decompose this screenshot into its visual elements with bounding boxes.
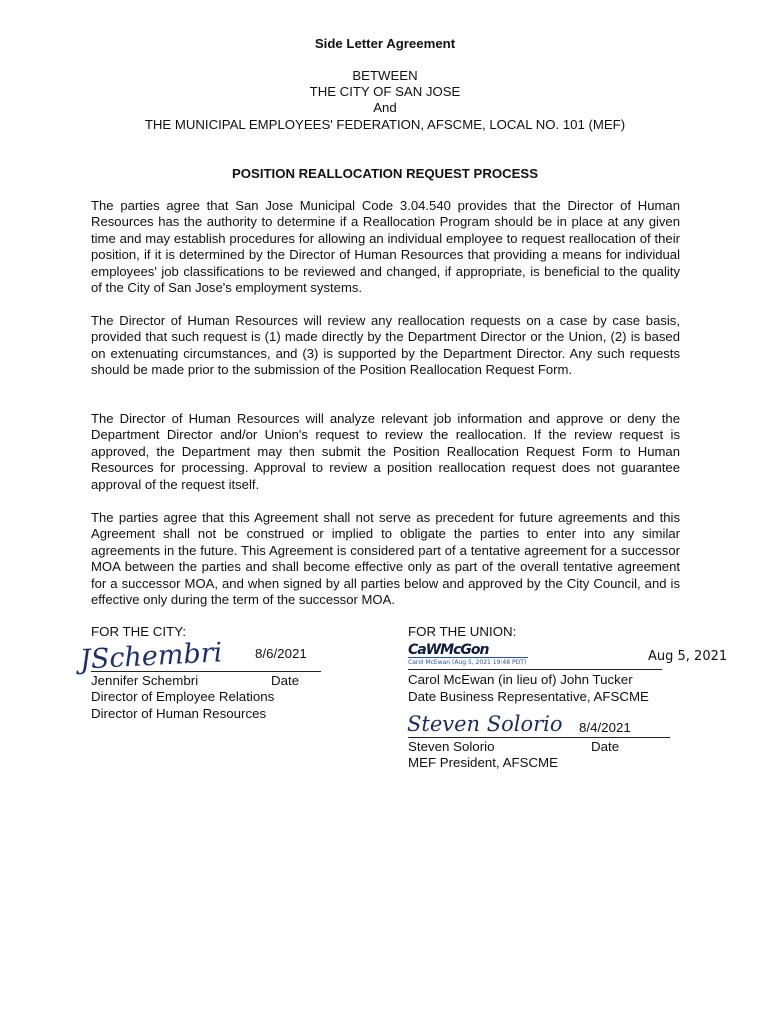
city-signer-title-2: Director of Human Resources	[91, 706, 267, 721]
city-signer-title-1: Director of Employee Relations	[91, 689, 275, 704]
mcewan-signer-name: Carol McEwan (in lieu of) John Tucker	[408, 672, 633, 687]
city-heading: FOR THE CITY:	[91, 624, 187, 639]
document-title: Side Letter Agreement	[314, 36, 456, 51]
city-date-label: Date	[271, 673, 300, 688]
party-city: THE CITY OF SAN JOSE	[309, 84, 461, 99]
solorio-signer-name: Steven Solorio	[408, 739, 495, 754]
solorio-date-label: Date	[591, 739, 620, 754]
mcewan-signature-line	[408, 669, 662, 670]
mcewan-timestamp: Carol McEwan (Aug 5, 2021 19:48 PDT)	[408, 659, 527, 666]
paragraph-2: The Director of Human Resources will review any reallocation requests on a case by case basis, provided that such request is (1) made directly by the Department Director or the Union, (2) is based on extenuating circumstances, and (3) is supported by the Department Director. Any such requests should be made prior to the submission of the Position Reallocation Request Form.	[91, 313, 680, 378]
mcewan-signer-title: Date Business Representative, AFSCME	[408, 689, 649, 704]
paragraph-3: The Director of Human Resources will analyze relevant job information and approve or deny the Department Director and/or Union's request to review the reallocation. If the review request is approved, the Department may then submit the Position Reallocation Request Form to Human Resources for processing. Approval to review a position reallocation request does not guarantee approval of the request itself.	[91, 411, 680, 492]
union-heading: FOR THE UNION:	[408, 624, 517, 639]
mcewan-signature-underline	[408, 657, 528, 658]
solorio-signature-line	[408, 737, 670, 738]
paragraph-4: The parties agree that this Agreement shall not serve as precedent for future agreements and this Agreement shall not be construed or implied to obligate the parties to enter into any similar agreements in the future. This Agreement is considered part of a tentative agreement for a successor MOA between the parties and shall become effective only as part of the overall tentative agreement for a successor MOA, and when signed by all parties below and approved by the City Council, and is effective only during the term of the successor MOA.	[91, 510, 680, 608]
between-label: BETWEEN	[352, 68, 418, 83]
solorio-signer-title: MEF President, AFSCME	[408, 755, 558, 770]
subject-heading: POSITION REALLOCATION REQUEST PROCESS	[231, 166, 539, 181]
mcewan-signature: CaWMcGon	[408, 642, 489, 658]
mcewan-sign-date: Aug 5, 2021	[648, 649, 728, 664]
city-signer-name: Jennifer Schembri	[91, 673, 199, 688]
city-sign-date: 8/6/2021	[255, 646, 307, 661]
schembri-signature: JSchembri	[79, 637, 223, 676]
paragraph-1: The parties agree that San Jose Municipal Code 3.04.540 provides that the Director of Human Resources has the authority to determine if a Reallocation Program should be in place at any given time and may establish procedures for allowing an individual employee to request reallocation of their position, if it is determined by the Director of Human Resources that providing a means for individual employees' job classifications to be reviewed and changed, if appropriate, is beneficial to the quality of the City of San Jose's employment systems.	[91, 198, 680, 296]
solorio-signature: Steven Solorio	[407, 712, 563, 736]
and-label: And	[373, 100, 397, 115]
city-signature-line	[91, 671, 321, 672]
party-union: THE MUNICIPAL EMPLOYEES' FEDERATION, AFSCME, LOCAL NO. 101 (MEF)	[144, 117, 626, 132]
solorio-sign-date: 8/4/2021	[579, 720, 631, 735]
